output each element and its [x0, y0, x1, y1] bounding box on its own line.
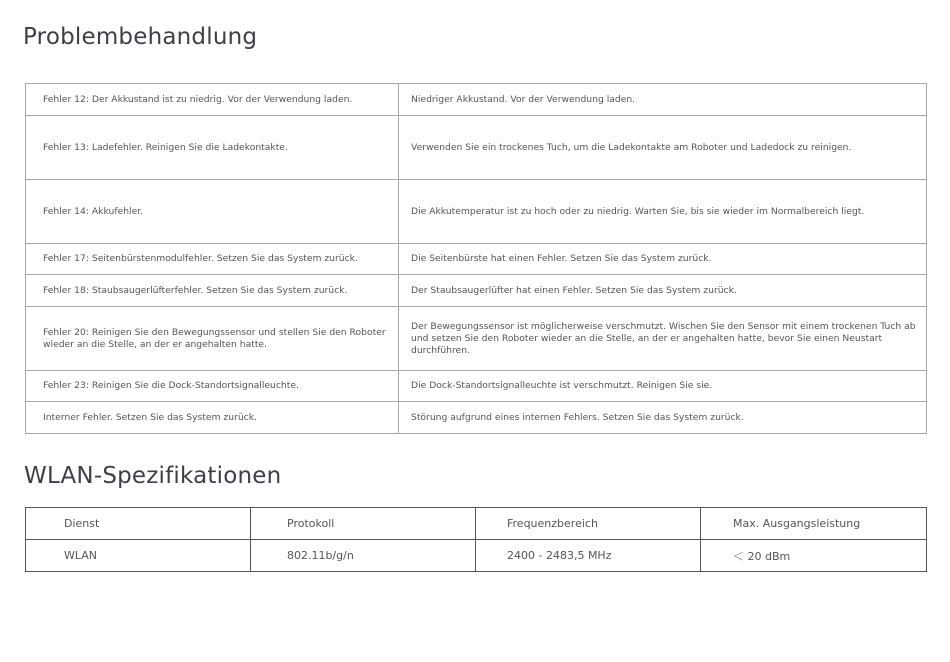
table-header-row — [26, 508, 927, 540]
solution-cell: Der Bewegungssensor ist möglicherweise verschmutzt. Wischen Sie den Sensor mit einem trockenen Tuch ab und setzen Sie den Roboter wieder an die Stelle, an der er angehalten hatte, bevor Sie einen Neustart durchführen. — [399, 307, 927, 371]
solution-cell: Störung aufgrund eines internen Fehlers. Setzen Sie das System zurück. — [399, 402, 927, 434]
solution-cell: Die Akkutemperatur ist zu hoch oder zu niedrig. Warten Sie, bis sie wieder im Normalbereich liegt. — [399, 180, 927, 244]
error-cell: Fehler 20: Reinigen Sie den Bewegungssensor und stellen Sie den Roboter wieder an die Stelle, an der er angehalten hatte. — [26, 307, 399, 371]
error-cell: Fehler 12: Der Akkustand ist zu niedrig. Vor der Verwendung laden. — [26, 84, 399, 116]
table-row — [26, 275, 927, 307]
max-power-value: ＜ 20 dBm — [701, 540, 927, 572]
protocol-value: 802.11b/g/n — [251, 540, 476, 572]
wlan-table — [25, 507, 927, 572]
error-cell: Fehler 23: Reinigen Sie die Dock-Standortsignalleuchte. — [26, 371, 399, 402]
troubleshooting-table — [25, 83, 927, 434]
wlan-title: WLAN-Spezifikationen — [24, 463, 282, 489]
table-row — [26, 307, 927, 371]
header-service: Dienst — [26, 508, 251, 540]
solution-cell: Niedriger Akkustand. Vor der Verwendung laden. — [399, 84, 927, 116]
table-row — [26, 402, 927, 434]
solution-cell: Die Dock-Standortsignalleuchte ist verschmutzt. Reinigen Sie sie. — [399, 371, 927, 402]
table-row — [26, 371, 927, 402]
error-cell: Fehler 13: Ladefehler. Reinigen Sie die Ladekontakte. — [26, 116, 399, 180]
table-row — [26, 84, 927, 116]
service-value: WLAN — [26, 540, 251, 572]
error-cell: Fehler 17: Seitenbürstenmodulfehler. Setzen Sie das System zurück. — [26, 244, 399, 275]
error-cell: Fehler 14: Akkufehler. — [26, 180, 399, 244]
error-cell: Fehler 18: Staubsaugerlüfterfehler. Setzen Sie das System zurück. — [26, 275, 399, 307]
table-row — [26, 116, 927, 180]
header-frequency: Frequenzbereich — [476, 508, 701, 540]
solution-cell: Der Staubsaugerlüfter hat einen Fehler. Setzen Sie das System zurück. — [399, 275, 927, 307]
error-cell: Interner Fehler. Setzen Sie das System zurück. — [26, 402, 399, 434]
frequency-value: 2400 - 2483,5 MHz — [476, 540, 701, 572]
header-max-power: Max. Ausgangsleistung — [701, 508, 927, 540]
table-row — [26, 180, 927, 244]
troubleshooting-title: Problembehandlung — [23, 24, 258, 50]
table-row — [26, 244, 927, 275]
solution-cell: Die Seitenbürste hat einen Fehler. Setzen Sie das System zurück. — [399, 244, 927, 275]
solution-cell: Verwenden Sie ein trockenes Tuch, um die Ladekontakte am Roboter und Ladedock zu reinigen. — [399, 116, 927, 180]
header-protocol: Protokoll — [251, 508, 476, 540]
table-row — [26, 540, 927, 572]
